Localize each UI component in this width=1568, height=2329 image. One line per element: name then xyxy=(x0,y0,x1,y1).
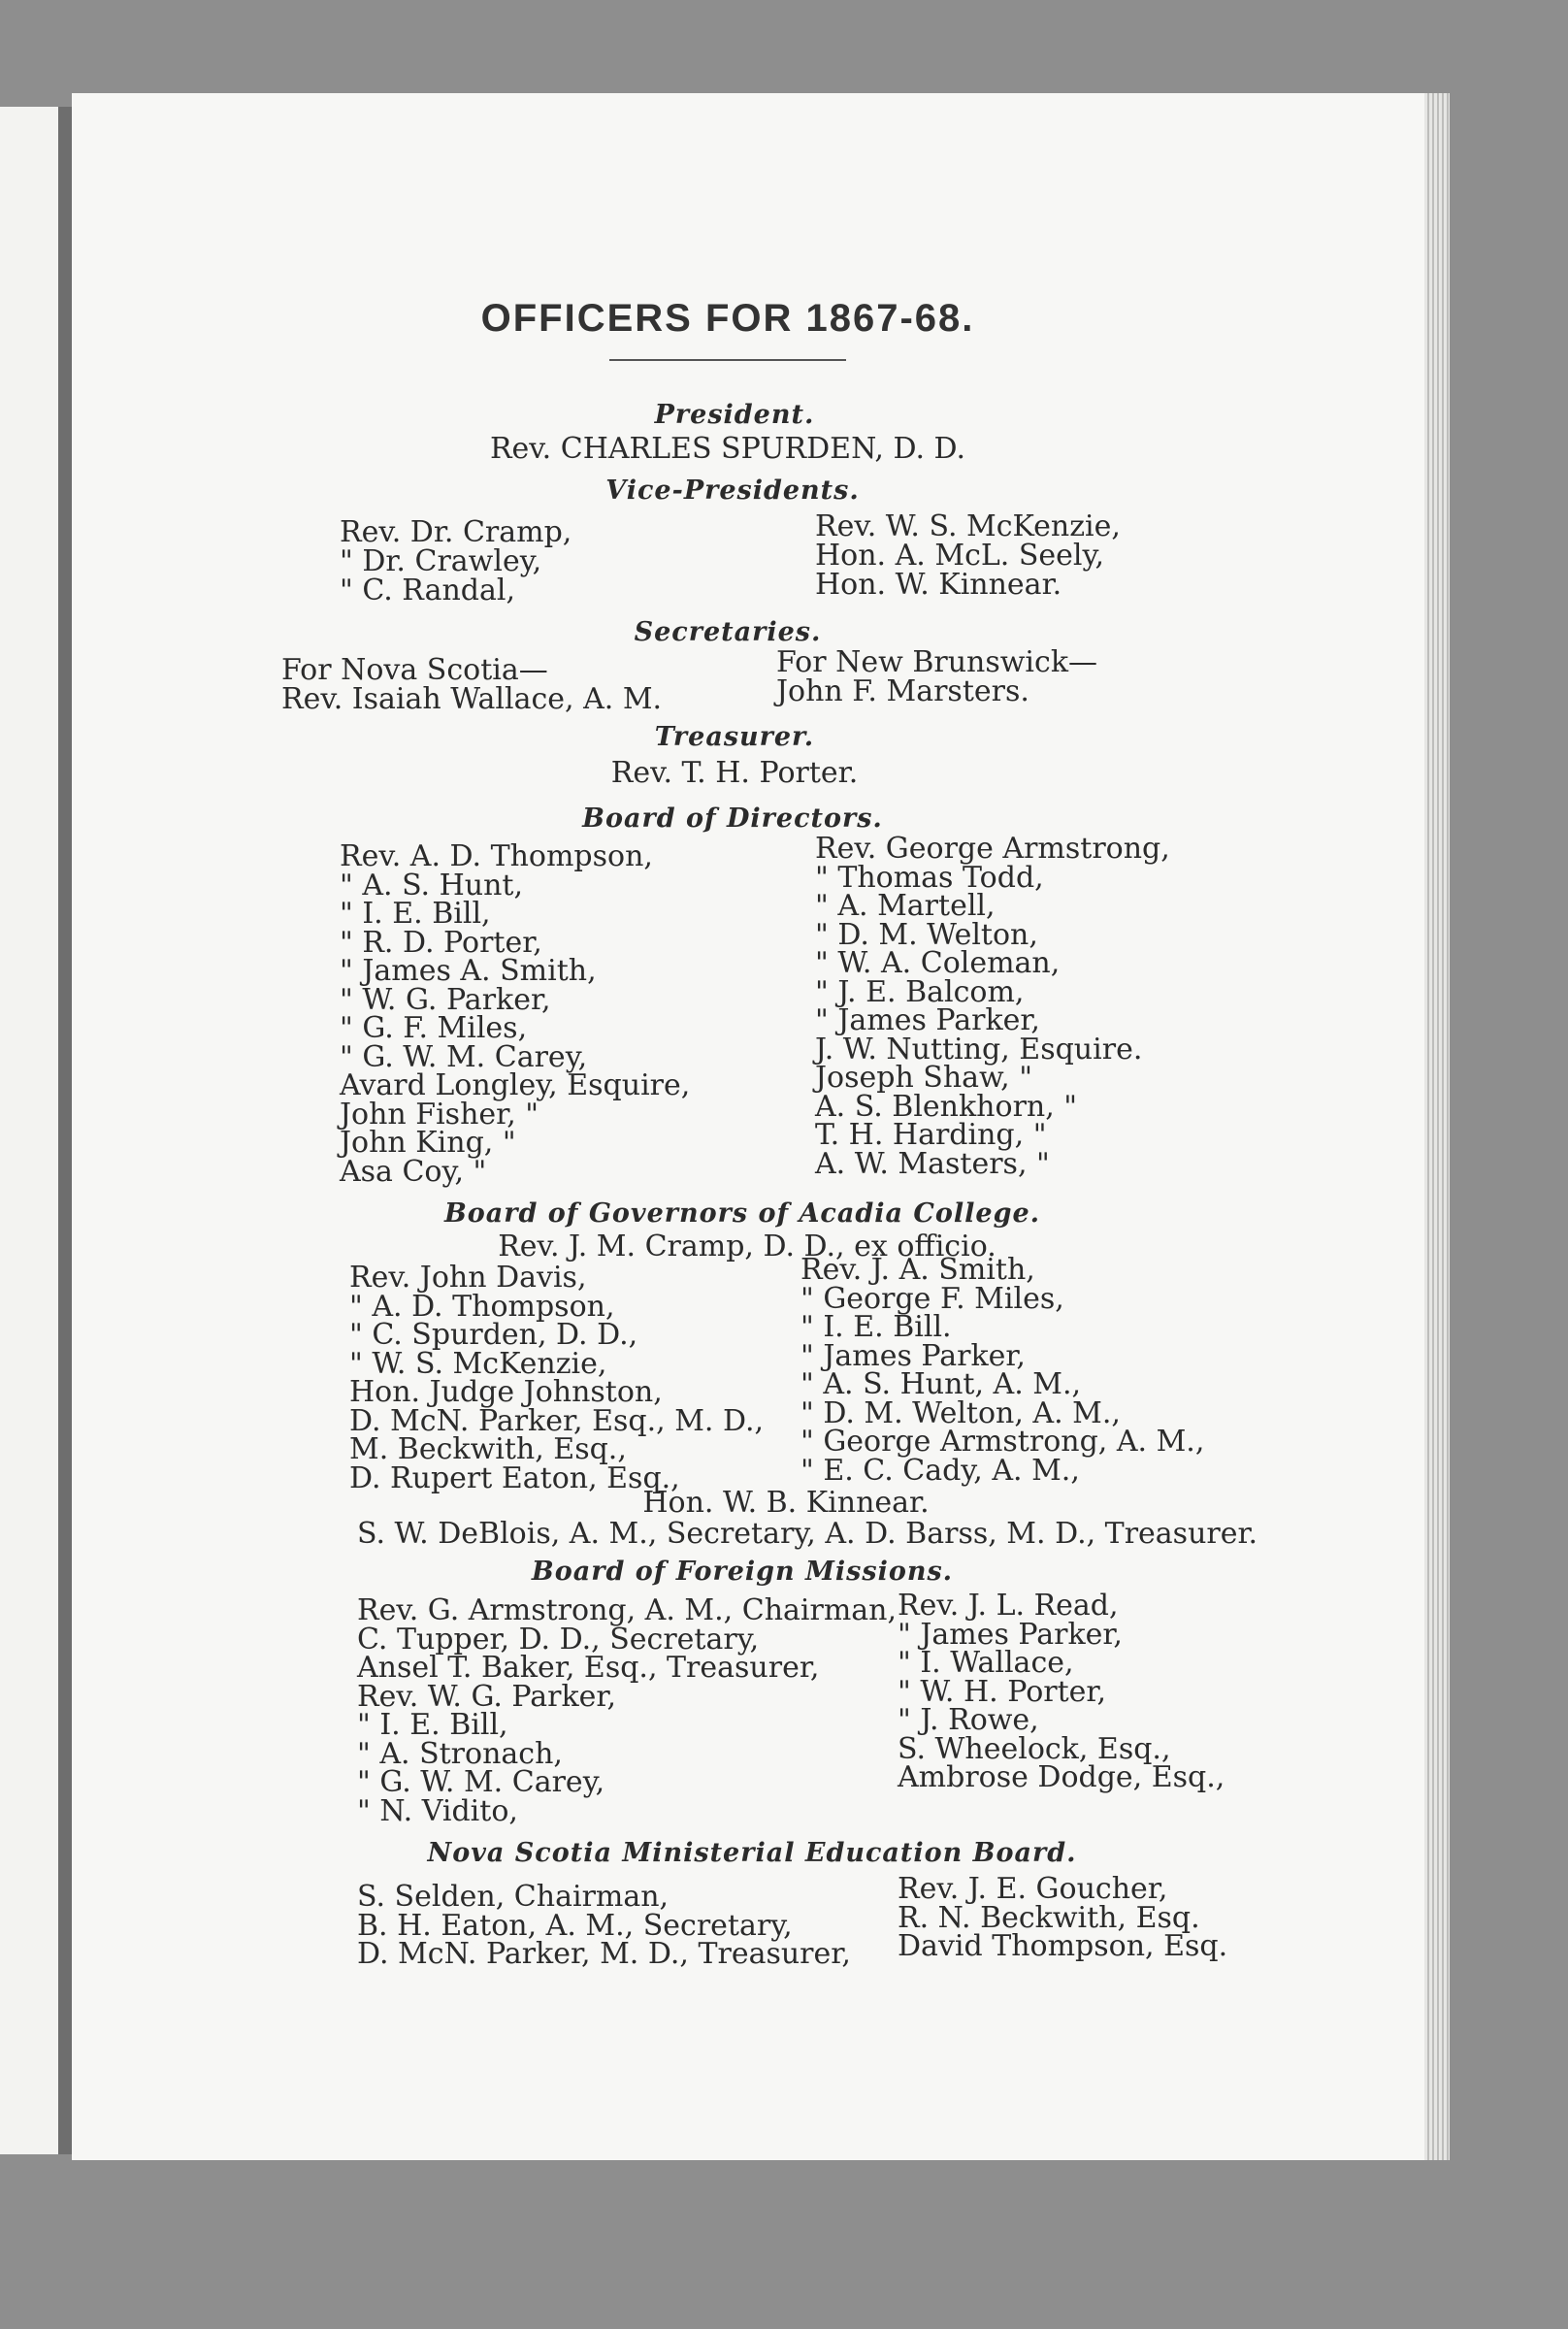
name-entry: " R. D. Porter, xyxy=(340,925,542,960)
name-entry: " James Parker, xyxy=(815,1003,1040,1037)
book-gutter xyxy=(58,107,72,2154)
name-entry: Joseph Shaw, " xyxy=(815,1061,1033,1095)
page-stack-edge xyxy=(1424,93,1450,2160)
name-entry: Rev. George Armstrong, xyxy=(815,832,1170,866)
page-title: OFFICERS FOR 1867-68. xyxy=(480,297,975,340)
name-entry: " W. H. Porter, xyxy=(898,1674,1106,1709)
president-name: Rev. CHARLES SPURDEN, D. D. xyxy=(489,432,966,466)
name-entry: " G. W. M. Carey, xyxy=(357,1765,605,1799)
name-entry: " I. E. Bill. xyxy=(800,1310,952,1344)
name-entry: Rev. Isaiah Wallace, A. M. xyxy=(281,682,663,716)
name-entry: " George Armstrong, A. M., xyxy=(800,1425,1205,1459)
name-entry: B. H. Eaton, A. M., Secretary, xyxy=(357,1908,793,1943)
name-entry: " A. Stronach, xyxy=(357,1736,563,1771)
name-entry: " D. M. Welton, A. M., xyxy=(800,1395,1121,1430)
name-entry: " N. Vidito, xyxy=(357,1793,518,1828)
name-entry: Rev. W. S. McKenzie, xyxy=(815,509,1121,543)
treasurer-heading: Treasurer. xyxy=(654,722,815,752)
name-entry: " C. Randal, xyxy=(340,574,515,607)
name-entry: " J. E. Balcom, xyxy=(815,974,1025,1009)
name-entry: A. S. Blenkhorn, " xyxy=(815,1089,1078,1124)
name-entry: Hon. W. Kinnear. xyxy=(815,568,1062,602)
name-entry: " James A. Smith, xyxy=(340,954,597,988)
name-entry: " G. F. Miles, xyxy=(340,1011,528,1045)
name-entry: Ansel T. Baker, Esq., Treasurer, xyxy=(357,1651,820,1685)
name-entry: Hon. Judge Johnston, xyxy=(349,1375,663,1409)
name-entry: " W. S. McKenzie, xyxy=(349,1346,607,1381)
name-entry: Rev. J. E. Goucher, xyxy=(898,1872,1168,1906)
name-entry: " I. E. Bill, xyxy=(357,1708,508,1742)
title-rule xyxy=(609,359,846,361)
treasurer-name: Rev. T. H. Porter. xyxy=(610,756,859,790)
name-entry: John F. Marsters. xyxy=(776,674,1029,708)
name-entry: " D. M. Welton, xyxy=(815,917,1038,952)
name-entry: Rev. Dr. Cramp, xyxy=(340,515,572,549)
name-entry: R. N. Beckwith, Esq. xyxy=(898,1900,1200,1935)
name-entry: J. W. Nutting, Esquire. xyxy=(815,1032,1143,1066)
name-entry: " Thomas Todd, xyxy=(815,860,1044,895)
name-entry: T. H. Harding, " xyxy=(815,1118,1047,1152)
name-entry: Rev. John Davis, xyxy=(349,1261,587,1295)
name-entry: Rev. G. Armstrong, A. M., Chairman, xyxy=(357,1593,898,1627)
name-entry: " A. D. Thompson, xyxy=(349,1289,615,1324)
name-entry: S. Wheelock, Esq., xyxy=(898,1731,1171,1766)
name-entry: D. McN. Parker, Esq., M. D., xyxy=(349,1403,765,1438)
name-entry: John Fisher, " xyxy=(340,1097,539,1132)
name-entry: A. W. Masters, " xyxy=(815,1146,1050,1181)
vice-presidents-heading: Vice-Presidents. xyxy=(605,476,860,506)
name-entry: " G. W. M. Carey, xyxy=(340,1039,588,1074)
name-entry: Asa Coy, " xyxy=(340,1154,487,1189)
name-entry: Avard Longley, Esquire, xyxy=(340,1068,691,1102)
facing-page-edge xyxy=(0,107,61,2154)
name-entry: " Dr. Crawley, xyxy=(340,544,542,578)
name-entry: " A. S. Hunt, xyxy=(340,868,524,902)
name-entry: " I. Wallace, xyxy=(898,1646,1074,1680)
governors-heading: Board of Governors of Acadia College. xyxy=(443,1198,1041,1229)
name-entry: " W. G. Parker, xyxy=(340,982,551,1017)
name-entry: " C. Spurden, D. D., xyxy=(349,1318,638,1352)
name-entry: M. Beckwith, Esq., xyxy=(349,1432,627,1466)
name-entry: Ambrose Dodge, Esq., xyxy=(898,1760,1225,1794)
name-entry: " I. E. Bill, xyxy=(340,897,491,931)
name-entry: " James Parker, xyxy=(800,1338,1026,1373)
directors-heading: Board of Directors. xyxy=(582,804,883,834)
name-entry: For New Brunswick— xyxy=(776,645,1098,679)
education-board-heading: Nova Scotia Ministerial Education Board. xyxy=(427,1838,1077,1868)
name-entry: " E. C. Cady, A. M., xyxy=(800,1453,1080,1488)
name-entry: " James Parker, xyxy=(898,1617,1123,1652)
name-entry: " J. Rowe, xyxy=(898,1703,1039,1737)
name-entry: " W. A. Coleman, xyxy=(815,946,1061,980)
name-entry: S. Selden, Chairman, xyxy=(357,1880,670,1914)
name-entry: " A. Martell, xyxy=(815,889,996,923)
name-entry: C. Tupper, D. D., Secretary, xyxy=(357,1622,760,1657)
name-entry: " A. S. Hunt, A. M., xyxy=(800,1367,1082,1401)
name-entry: Hon. A. McL. Seely, xyxy=(815,539,1105,573)
name-entry: " George F. Miles, xyxy=(800,1281,1064,1316)
name-entry: John King, " xyxy=(340,1126,516,1160)
name-entry: Rev. J. L. Read, xyxy=(898,1589,1119,1623)
secretaries-heading: Secretaries. xyxy=(634,617,822,647)
name-entry: D. Rupert Eaton, Esq., xyxy=(349,1460,680,1495)
president-heading: President. xyxy=(654,400,815,430)
name-entry: D. McN. Parker, M. D., Treasurer, xyxy=(357,1937,851,1971)
name-entry: Rev. A. D. Thompson, xyxy=(340,839,653,873)
foreign-missions-heading: Board of Foreign Missions. xyxy=(531,1557,954,1587)
governors-kinnear: Hon. W. B. Kinnear. xyxy=(642,1486,930,1520)
name-entry: Rev. J. A. Smith, xyxy=(800,1253,1035,1287)
name-entry: Rev. W. G. Parker, xyxy=(357,1679,617,1714)
governors-officers: S. W. DeBlois, A. M., Secretary, A. D. Barss, M. D., Treasurer. xyxy=(357,1517,1258,1551)
name-entry: David Thompson, Esq. xyxy=(898,1929,1228,1963)
governors-ex-officio: Rev. J. M. Cramp, D. D., ex officio. xyxy=(498,1230,996,1263)
name-entry: For Nova Scotia— xyxy=(281,653,548,687)
